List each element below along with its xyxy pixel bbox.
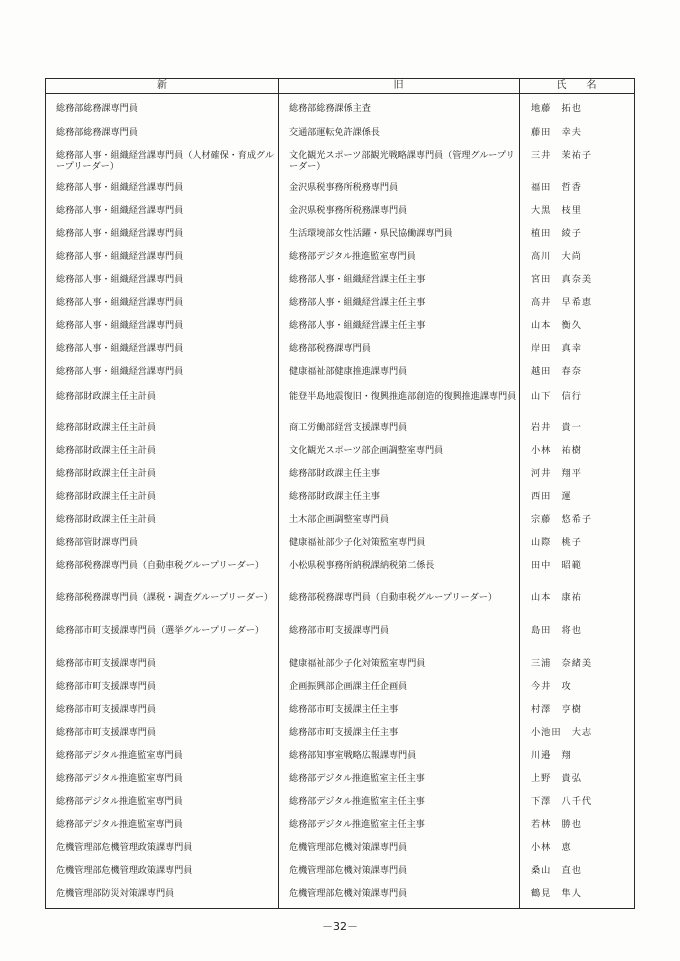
- new-position: 危機管理部危機管理政策課専門員: [56, 865, 193, 876]
- header-name: 氏 名: [556, 80, 597, 91]
- personnel-table: [45, 78, 635, 909]
- new-position: 総務部総務課専門員: [56, 127, 138, 138]
- person-name: 若林 勝也: [531, 819, 582, 830]
- person-name: 三井 茉祐子: [531, 150, 593, 161]
- old-position: 総務部人事・組織経営課主任主事: [289, 320, 426, 331]
- new-position: 総務部財政課主任主計員: [56, 445, 156, 456]
- old-position: 総務部知事室戦略広報課専門員: [289, 750, 417, 761]
- person-name: 田中 昭範: [531, 560, 582, 571]
- old-position: 総務部税務課専門員: [289, 343, 371, 354]
- old-position: 総務部デジタル推進監室主任主事: [289, 796, 425, 807]
- new-position: 総務部人事・組織経営課専門員: [56, 274, 184, 285]
- old-position: 健康福祉部少子化対策監室専門員: [289, 658, 426, 669]
- new-position: 危機管理部危機管理政策課専門員: [56, 842, 193, 853]
- old-position: 健康福祉部健康推進課専門員: [289, 366, 408, 377]
- old-position: 総務部デジタル推進監室主任主事: [289, 819, 425, 830]
- person-name: 小林 祐樹: [531, 445, 582, 456]
- new-position: 総務部財政課主任主計員: [56, 468, 156, 479]
- person-name: 川邉 翔: [531, 750, 572, 761]
- old-position: 金沢県税事務所税務課専門員: [289, 205, 408, 216]
- old-position: 総務部財政課主任主事: [289, 468, 380, 479]
- old-position: 危機管理部危機対策課専門員: [289, 888, 408, 899]
- old-position: 総務部市町支援課主任主事: [289, 727, 399, 738]
- old-position: 金沢県税事務所税務専門員: [289, 182, 399, 193]
- person-name: 鶴見 隼人: [531, 888, 582, 899]
- old-position: 小松県税事務所納税課納税第二係長: [289, 560, 435, 571]
- new-position: 総務部税務課専門員（自動車税グループリーダー）: [56, 560, 264, 571]
- old-position: 総務部市町支援課専門員: [289, 625, 389, 636]
- old-position: 土木部企画調整室専門員: [289, 514, 389, 525]
- new-position: 総務部市町支援課専門員: [56, 658, 156, 669]
- old-position: 企画振興部企画課主任企画員: [289, 681, 408, 692]
- old-position: 総務部財政課主任主事: [289, 491, 380, 502]
- table-header: [46, 79, 634, 94]
- person-name: 宗藤 悠希子: [531, 514, 593, 525]
- new-position: 総務部デジタル推進監室専門員: [56, 773, 183, 784]
- new-position: 総務部人事・組織経営課専門員: [56, 182, 184, 193]
- old-position: 総務部デジタル推進監室主任主事: [289, 773, 425, 784]
- old-position: 総務部人事・組織経営課主任主事: [289, 297, 426, 308]
- new-position: 総務部人事・組織経営課専門員: [56, 228, 184, 239]
- person-name: 山本 衡久: [531, 320, 582, 331]
- person-name: 福田 哲香: [531, 182, 582, 193]
- new-position: 総務部財政課主任主計員: [56, 514, 156, 525]
- new-position: 総務部人事・組織経営課専門員: [56, 366, 184, 377]
- person-name: 小林 恵: [531, 842, 572, 853]
- new-position: 総務部人事・組織経営課専門員: [56, 297, 184, 308]
- person-name: 今井 攻: [531, 681, 572, 692]
- person-name: 高井 早希恵: [531, 297, 593, 308]
- new-position: 総務部市町支援課専門員: [56, 727, 156, 738]
- old-position: 生活環境部女性活躍・県民協働課専門員: [289, 228, 453, 239]
- header-old: 旧: [393, 80, 404, 91]
- new-position: 総務部総務課専門員: [56, 103, 138, 114]
- person-name: 植田 綾子: [531, 228, 582, 239]
- person-name: 西田 運: [531, 491, 572, 502]
- old-position: 総務部市町支援課主任主事: [289, 704, 399, 715]
- old-position: 総務部総務課係主査: [289, 103, 371, 114]
- old-position: 文化観光スポーツ部観光戦略課専門員（管理グループリーダー）: [289, 150, 515, 172]
- new-position: 総務部人事・組織経営課専門員（人材確保・育成グループリーダー）: [56, 150, 274, 172]
- person-name: 藤田 幸夫: [531, 127, 582, 138]
- new-position: 総務部デジタル推進監室専門員: [56, 750, 183, 761]
- page-number: －32－: [322, 920, 358, 933]
- person-name: 山際 桃子: [531, 537, 582, 548]
- new-position: 総務部人事・組織経営課専門員: [56, 343, 184, 354]
- old-position: 総務部税務課専門員（自動車税グループリーダー）: [289, 592, 497, 603]
- person-name: 地藤 拓也: [531, 103, 582, 114]
- new-position: 総務部デジタル推進監室専門員: [56, 796, 183, 807]
- old-position: 文化観光スポーツ部企画調整室専門員: [289, 445, 444, 456]
- old-position: 危機管理部危機対策課専門員: [289, 842, 408, 853]
- person-name: 河井 翔平: [531, 468, 582, 479]
- old-position: 能登半島地震復旧・復興推進部創造的復興推進課専門員: [289, 391, 517, 402]
- new-position: 総務部人事・組織経営課専門員: [56, 251, 184, 262]
- person-name: 三浦 奈緒美: [531, 658, 593, 669]
- person-name: 山本 康祐: [531, 592, 582, 603]
- person-name: 村澤 亨樹: [531, 704, 582, 715]
- person-name: 小池田 大志: [531, 727, 593, 738]
- person-name: 上野 貴弘: [531, 773, 582, 784]
- person-name: 岩井 貴一: [531, 422, 582, 433]
- new-position: 危機管理部防災対策課専門員: [56, 888, 175, 899]
- column-divider: [519, 79, 520, 908]
- new-position: 総務部市町支援課専門員（選挙グループリーダー）: [56, 625, 264, 636]
- old-position: 総務部人事・組織経営課主任主事: [289, 274, 426, 285]
- new-position: 総務部デジタル推進監室専門員: [56, 819, 183, 830]
- new-position: 総務部人事・組織経営課専門員: [56, 205, 184, 216]
- old-position: 総務部デジタル推進監室専門員: [289, 251, 416, 262]
- header-new: 新: [157, 80, 167, 91]
- person-name: 高川 大尚: [531, 251, 582, 262]
- new-position: 総務部財政課主任主計員: [56, 391, 156, 402]
- new-position: 総務部財政課主任主計員: [56, 491, 156, 502]
- new-position: 総務部市町支援課専門員: [56, 681, 156, 692]
- person-name: 山下 信行: [531, 391, 582, 402]
- old-position: 健康福祉部少子化対策監室専門員: [289, 537, 426, 548]
- old-position: 危機管理部危機対策課専門員: [289, 865, 408, 876]
- person-name: 宮田 真奈美: [531, 274, 593, 285]
- new-position: 総務部税務課専門員（課税・調査グループリーダー）: [56, 592, 273, 603]
- old-position: 交通部運転免許課係長: [289, 127, 380, 138]
- new-position: 総務部財政課主任主計員: [56, 422, 156, 433]
- person-name: 下澤 八千代: [531, 796, 593, 807]
- old-position: 商工労働部経営支援課専門員: [289, 422, 408, 433]
- person-name: 越田 春奈: [531, 366, 582, 377]
- new-position: 総務部人事・組織経営課専門員: [56, 320, 184, 331]
- person-name: 桑山 直也: [531, 865, 582, 876]
- person-name: 島田 将也: [531, 625, 582, 636]
- person-name: 大黒 枝里: [531, 205, 582, 216]
- new-position: 総務部市町支援課専門員: [56, 704, 156, 715]
- new-position: 総務部管財課専門員: [56, 537, 138, 548]
- person-name: 岸田 真幸: [531, 343, 582, 354]
